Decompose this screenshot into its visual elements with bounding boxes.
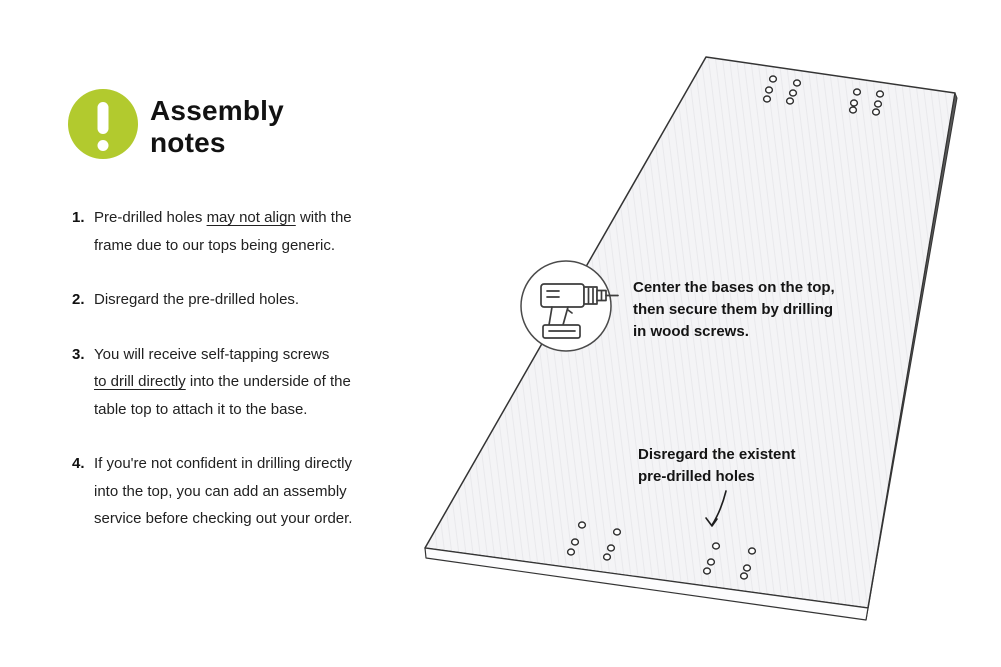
note-text: If you're not confident in drilling directly into the top, you can add an assembly service before checking out your order. [94,455,353,527]
note-item [72,341,412,424]
drill-hole [713,543,720,549]
drill-hole [787,98,794,104]
note-number: 2. [72,291,85,308]
drill-hole [568,549,575,555]
drill-hole [614,529,621,535]
drill-hole [608,545,615,551]
drill-hole [741,573,748,579]
annotation-line: in wood screws. [633,323,749,340]
annotation-line: Center the bases on the top, [633,279,835,296]
note-text: You will receive self-tapping screws to drill directly into the underside of the table top to attach it to the base. [94,345,351,418]
note-text: Pre-drilled holes may not align with the frame due to our tops being generic. [94,209,352,254]
note-item [72,450,412,533]
drill-hole [744,565,751,571]
drill-hole [875,101,882,107]
drill-hole [572,539,579,545]
drill-hole [770,76,777,82]
drill-hole [877,91,884,97]
drill-hole [794,80,801,86]
drill-hole [790,90,797,96]
exclamation-icon [68,89,138,159]
drill-hole [766,87,773,93]
note-number: 1. [72,209,85,226]
page-title [150,95,284,159]
note-number: 4. [72,455,85,472]
drill-annotation [633,277,873,343]
notes-list [72,204,412,560]
drill-hole [764,96,771,102]
drill-hole [854,89,861,95]
note-text: Disregard the pre-drilled holes. [94,291,300,308]
annotation-line: pre-drilled holes [638,468,755,485]
note-item [72,204,412,259]
page-title-line2: notes [150,127,226,158]
drill-hole [704,568,711,574]
page-title-line1: Assembly [150,95,284,126]
note-item [72,286,412,314]
drill-hole [851,100,858,106]
holes-annotation [638,444,858,488]
annotation-line: Disregard the existent [638,446,796,463]
note-number: 3. [72,345,85,363]
drill-hole [749,548,756,554]
drill-hole [579,522,586,528]
drill-hole [604,554,611,560]
drill-hole [873,109,880,115]
drill-hole [850,107,857,113]
drill-hole [708,559,715,565]
annotation-line: then secure them by drilling [633,301,834,318]
